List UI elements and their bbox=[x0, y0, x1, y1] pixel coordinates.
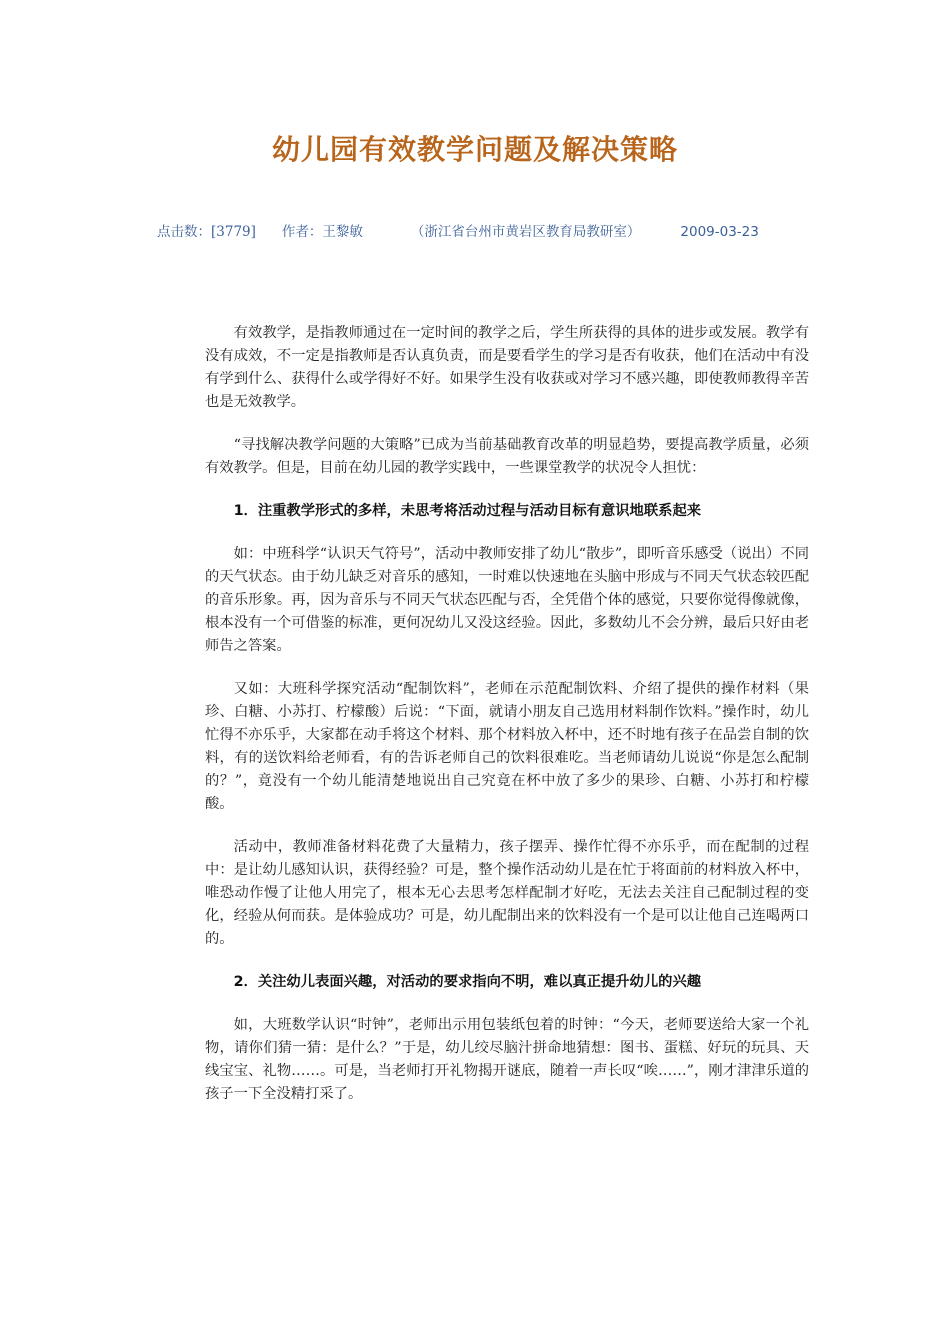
publish-date: 2009-03-23 bbox=[680, 224, 759, 240]
article-body bbox=[205, 322, 809, 1126]
paragraph: 如：中班科学“认识天气符号”，活动中教师安排了幼儿“散步”，即听音乐感受（说出）不同的天气状态。由于幼儿缺乏对音乐的感知，一时难以快速地在头脑中形成与不同天气状态较匹配的音乐形象。再，因为音乐与不同天气状态匹配与否，全凭借个体的感觉，只要你觉得像就像，根本没有一个可借鉴的标准，更何况幼儿又没这经验。因此，多数幼儿不会分辨，最后只好由老师告之答案。 bbox=[205, 546, 809, 654]
paragraph: 如，大班数学认识“时钟”，老师出示用包装纸包着的时钟：“今天，老师要送给大家一个礼物，请你们猜一猜：是什么？”于是，幼儿绞尽脑汁拼命地猜想：图书、蛋糕、好玩的玩具、天线宝宝、礼物……。可是，当老师打开礼物揭开谜底，随着一声长叹“唉……”，刚才津津乐道的孩子一下全没精打采了。 bbox=[205, 1017, 809, 1102]
source-organization: （浙江省台州市黄岩区教育局教研室） bbox=[410, 224, 641, 240]
article-meta bbox=[157, 220, 759, 240]
paragraph: 又如：大班科学探究活动“配制饮料”，老师在示范配制饮料、介绍了提供的操作材料（果珍、白糖、小苏打、柠檬酸）后说：“下面，就请小朋友自己选用材料制作饮料。”操作时，幼儿忙得不亦乐乎，大家都在动手将这个材料、那个材料放入杯中，还不时地有孩子在品尝自制的饮料，有的送饮料给老师看，有的告诉老师自己的饮料很难吃。当老师请幼儿说说“你是怎么配制的？”，竟没有一个幼儿能清楚地说出自己究竟在杯中放了多少的果珍、白糖、小苏打和柠檬酸。 bbox=[205, 681, 809, 812]
paragraph: “寻找解决教学问题的大策略”已成为当前基础教育改革的明显趋势，要提高教学质量，必须有效教学。但是，目前在幼儿园的教学实践中，一些课堂教学的状况令人担忧： bbox=[205, 437, 809, 476]
article-title: 幼儿园有效教学问题及解决策略 bbox=[271, 133, 678, 166]
section-heading: 1．注重教学形式的多样，未思考将活动过程与活动目标有意识地联系起来 bbox=[233, 503, 702, 519]
click-count: 点击数：[3779] bbox=[157, 224, 256, 240]
paragraph: 有效教学，是指教师通过在一定时间的教学之后，学生所获得的具体的进步或发展。教学有没有成效，不一定是指教师是否认真负责，而是要看学生的学习是否有收获，他们在活动中有没有学到什么、获得什么或学得好不好。如果学生没有收获或对学习不感兴趣，即使教师教得辛苦也是无效教学。 bbox=[205, 325, 809, 410]
section-heading: 2．关注幼儿表面兴趣，对活动的要求指向不明，难以真正提升幼儿的兴趣 bbox=[233, 974, 702, 990]
author: 作者：王黎敏 bbox=[281, 224, 363, 240]
paragraph: 活动中，教师准备材料花费了大量精力，孩子摆弄、操作忙得不亦乐乎，而在配制的过程中：是让幼儿感知认识，获得经验？可是，整个操作活动幼儿是在忙于将面前的材料放入杯中，唯恐动作慢了让他人用完了，根本无心去思考怎样配制才好吃，无法去关注自己配制过程的变化，经验从何而获。是体验成功？可是，幼儿配制出来的饮料没有一个是可以让他自己连喝两口的。 bbox=[205, 839, 809, 947]
